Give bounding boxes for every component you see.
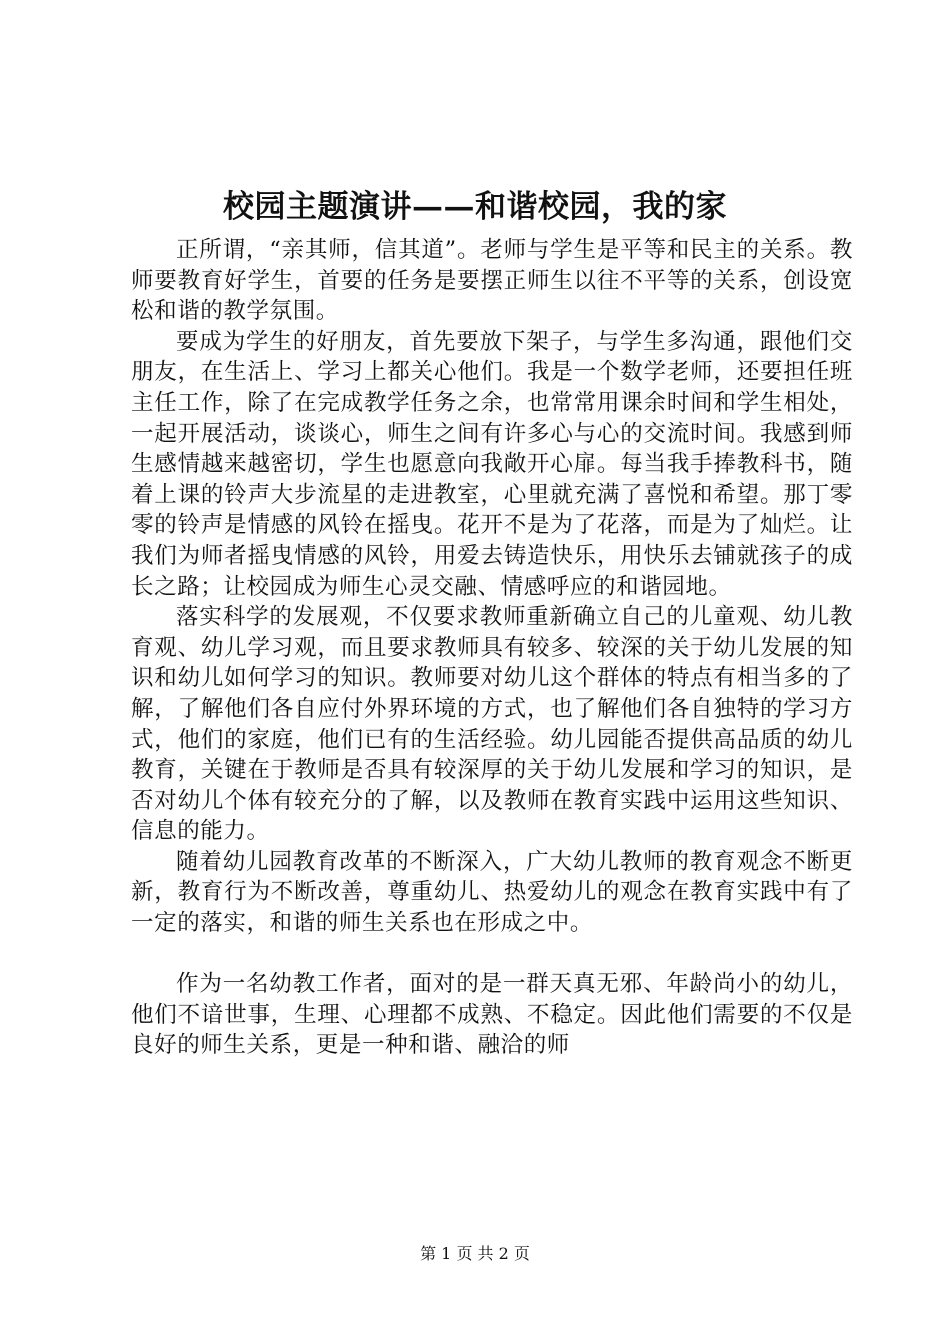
paragraph-4: 随着幼儿园教育改革的不断深入，广大幼儿教师的教育观念不断更新，教育行为不断改善，尊重幼儿、热爱幼儿的观念在教育实践中有了一定的落实，和谐的师生关系也在形成之中。 — [131, 848, 853, 937]
document-title: 校园主题演讲——和谐校园，我的家 — [223, 189, 727, 225]
paragraph-3: 落实科学的发展观，不仅要求教师重新确立自己的儿童观、幼儿教育观、幼儿学习观，而且要求教师具有较多、较深的关于幼儿发展的知识和幼儿如何学习的知识。教师要对幼儿这个群体的特点有相当多的了解，了解他们各自应付外界环境的方式，也了解他们各自独特的学习方式，他们的家庭，他们已有的生活经验。幼儿园能否提供高品质的幼儿教育，关键在于教师是否具有较深厚的关于幼儿发展和学习的知识，是否对幼儿个体有较充分的了解，以及教师在教育实践中运用这些知识、信息的能力。 — [131, 604, 853, 845]
paragraph-2: 要成为学生的好朋友，首先要放下架子，与学生多沟通，跟他们交朋友，在生活上、学习上都关心他们。我是一个数学老师，还要担任班主任工作，除了在完成教学任务之余，也常常用课余时间和学生相处，一起开展活动，谈谈心，师生之间有许多心与心的交流时间。我感到师生感情越来越密切，学生也愿意向我敞开心扉。每当我手捧教科书，随着上课的铃声大步流星的走进教室，心里就充满了喜悦和希望。那丁零零的铃声是情感的风铃在摇曳。花开不是为了花落，而是为了灿烂。让我们为师者摇曳情感的风铃，用爱去铸造快乐，用快乐去铺就孩子的成长之路；让校园成为师生心灵交融、情感呼应的和谐园地。 — [131, 328, 853, 600]
document-body — [131, 235, 853, 1061]
paragraph-1: 正所谓，“亲其师，信其道”。老师与学生是平等和民主的关系。教师要教育好学生，首要的任务是要摆正师生以往不平等的关系，创设宽松和谐的教学氛围。 — [131, 237, 853, 325]
page-number-footer: 第 1 页 共 2 页 — [420, 1244, 530, 1263]
paragraph-5: 作为一名幼教工作者，面对的是一群天真无邪、年龄尚小的幼儿，他们不谙世事，生理、心理都不成熟、不稳定。因此他们需要的不仅是良好的师生关系，更是一种和谐、融洽的师 — [131, 971, 853, 1059]
paragraph-gap — [131, 939, 853, 970]
